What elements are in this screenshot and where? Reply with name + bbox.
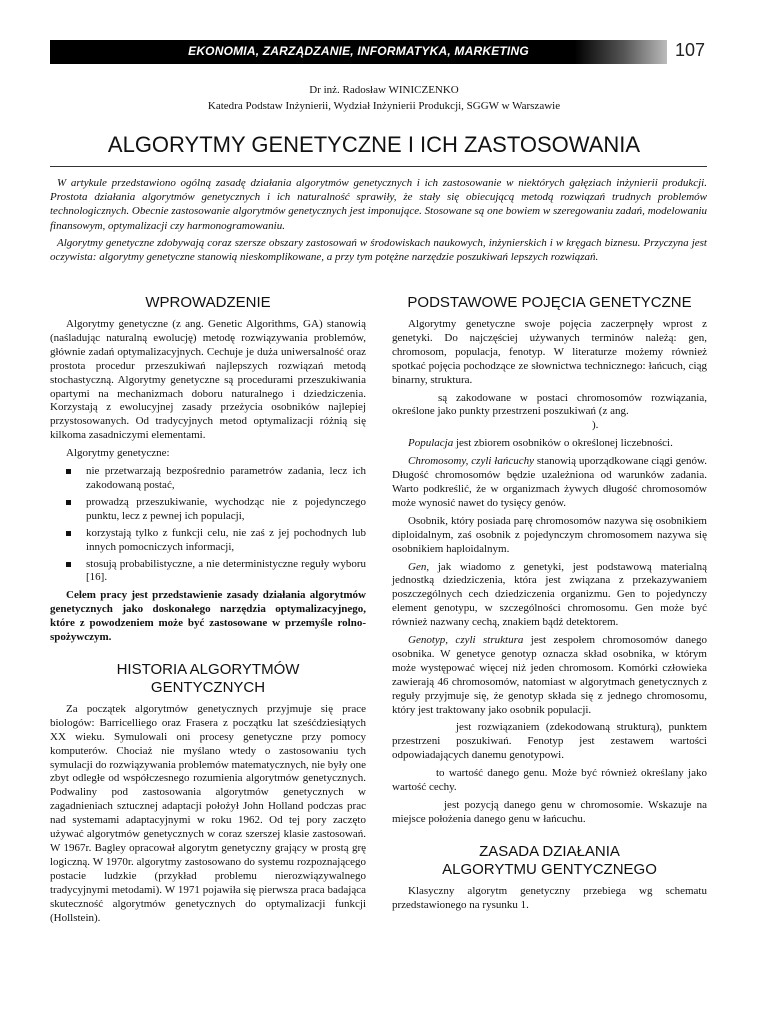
journal-title: EKONOMIA, ZARZĄDZANIE, INFORMATYKA, MARKETING — [188, 44, 529, 58]
paragraph: Algorytmy genetyczne swoje pojęcia zaczerpnęły wprost z genetyki. Do najczęściej używanych terminów należą: gen, chromosom, populacja, fenotyp. W literaturze możemy również spotkać pojęcia pochodzące ze słownictwa technicznego: łańcuch, ciąg binarny, struktura. — [392, 318, 707, 386]
term-chromosome: Chromosomy, czyli łańcuchy — [408, 455, 535, 468]
abstract-paragraph: W artykule przedstawiono ogólną zasadę działania algorytmów genetycznych i ich zastosowanie w niektórych gałęziach inżynierii produkcji. Prostota działania algorytmów genetycznych i ich naturalność sprawiły, że stały się obiecującą metodą rozwiązań trudnych problemów technologicznych. Obecnie zastosowanie algorytmów genetycznych jest imponujące. Stosowane są one bowiem w szeregowaniu zadań, modelowaniu finansowym, optymalizacji czy harmonogramowaniu. — [50, 177, 707, 232]
paragraph: Algorytmy genetyczne: — [66, 447, 170, 460]
paragraph-text: ). — [592, 419, 599, 432]
term-gene: Gen — [408, 560, 427, 573]
author-name: Dr inż. Radosław WINICZENKO — [309, 84, 459, 96]
paragraph-text: stanowią uporządkowane ciągi genów. Długość chromosomów będzie uzależniona od warunków zadania. Warto podkreślić, że w organizmach żywych długość chromosomów może wynosić nawet do tysięcy genów. — [392, 455, 707, 509]
paragraph-goal: Celem pracy jest przedstawienie zasady działania algorytmów genetycznych jako doskonałego narzędzia optymalizacyjnego, które z powodzeniem może być zastosowane w przemyśle rolno-spożywczym. — [50, 589, 366, 644]
term-population: Populacja — [408, 437, 454, 450]
abstract — [50, 176, 707, 267]
term-genotype: Genotyp, czyli struktura — [408, 634, 524, 647]
title-divider — [50, 166, 707, 167]
section-heading-algorithm-rule — [392, 843, 707, 879]
heading-line: GENTYCZNYCH — [150, 678, 266, 696]
paragraph-text: to wartość danego genu. Może być również określany jako wartość cechy. — [392, 767, 707, 794]
section-heading-basic-concepts: PODSTAWOWE POJĘCIA GENETYCZNE — [407, 294, 692, 311]
list-item: korzystają tylko z funkcji celu, nie zaś z jej pochodnych lub innych pomocniczych informacji, — [86, 526, 366, 553]
heading-line: ZASADA DZIAŁANIA — [479, 842, 620, 860]
paragraph — [392, 437, 707, 451]
paragraph — [392, 721, 707, 763]
paragraph-text: jest pozycją danego genu w chromosomie. Wskazuje na miejsce położenia danego genu w łańcuchu. — [392, 799, 707, 825]
paragraph — [392, 392, 707, 434]
paragraph-text: jest zespołem chromosomów danego osobnika. W genetyce genotyp oznacza skład osobnika, w którym może występować więcej niż jeden chromosom. Komórki człowieka zawierają 46 chromosomów, natomiast w algorytmach genetycznych z reguły przyjmuje się, że genotyp składa się z jednego chromosomu, który jest traktowany jako osobnik populacji. — [392, 634, 707, 716]
section-heading-introduction: WPROWADZENIE — [145, 294, 271, 311]
author-block — [0, 82, 768, 114]
paragraph — [392, 455, 707, 511]
heading-line: HISTORIA ALGORYTMÓW — [116, 660, 300, 678]
paragraph — [392, 561, 707, 631]
paragraph: Osobnik, który posiada parę chromosomów nazywa się osobnikiem diploidalnym, zaś osobnik z pojedynczym chromosomem nazywa się osobnikiem haploidalnym. — [392, 514, 707, 555]
article-title: ALGORYTMY GENETYCZNE I ICH ZASTOSOWANIA — [107, 132, 641, 157]
feature-list — [50, 465, 366, 585]
abstract-paragraph: Algorytmy genetyczne zdobywają coraz szersze obszary zastosowań w środowiskach naukowych, inżynierskich i w kręgach biznesu. Przyczyna jest oczywista: algorytmy genetyczne stanowią nieskomplikowane, a przy tym potężne narzędzie poszukiwań lepszych rozwiązań. — [50, 236, 707, 264]
paragraph — [392, 799, 707, 827]
paragraph-text: jest rozwiązaniem (zdekodowaną strukturą), punktem przestrzeni poszukiwań. Fenotyp jest zestawem wartości odpowiadających danemu genotypowi. — [392, 721, 707, 762]
paragraph: Algorytmy genetyczne (z ang. Genetic Algorithms, GA) stanowią (naśladując naturalną ewolucję) metodę rozwiązywania problemów, głównie zadań optymalizacyjnych. Cechuje je duża uniwersalność oraz prostota procedur przeszukiwań najlepszych rozwiązań metodą stochastyczną. Algorytmy genetyczne są procedurami przeszukiwania opartymi na mechanizmach doboru naturalnego i dziedziczenia. Korzystają z ewolucyjnej zasady przeżycia osobników najlepiej przystosowanych. Od tradycyjnych metod optymalizacji różnią się kilkoma zasadniczymi elementami. — [50, 318, 366, 442]
paragraph-text: są zakodowane w postaci chromosomów rozwiązania, określone jako punkty przestrzeni poszukiwań (z ang. — [392, 391, 707, 418]
list-item: nie przetwarzają bezpośrednio parametrów zadania, lecz ich zakodowaną postać, — [86, 465, 366, 491]
left-column — [50, 290, 366, 929]
paragraph: Za początek algorytmów genetycznych przyjmuje się prace biologów: Barricelliego oraz Frasera z początku lat sześćdziesiątych XX wieku. Symulowali oni procesy genetyczne przy pomocy komputerów. Chociaż nie myślano wtedy o zastosowaniu tych symulacji do rozwiązywania problemów matematycznych, nie były one zbyt odległe od współczesnego rozumienia algorytmów genetycznych. Podwaliny pod zastosowania algorytmów genetycznych w zagadnieniach sztucznej adaptacji położył John Holland podczas prac nad systemami adaptacyjnymi w roku 1962. Od tej pory zaczęto używać algorytmów genetycznych w coraz szerszej klasie zastosowań. W 1967r. Bagley opracował algorytm genetyczny grający w prostą grę logiczną. W 1970r. algorytmy zastosowano do systemu rozpoznającego postacie ludzkie (przykład problemu nierozwiązywalnego tradycyjnymi metodami). W 1971 pojawiła się pierwsza praca badająca skuteczność algorytmów genetycznych do optymalizacji funkcji (Hollstein). — [50, 702, 366, 924]
list-item: stosują probabilistyczne, a nie deterministyczne reguły wyboru [16]. — [86, 557, 366, 584]
author-affiliation: Katedra Podstaw Inżynierii, Wydział Inżynierii Produkcji, SGGW w Warszawie — [207, 100, 561, 112]
right-column — [392, 290, 707, 917]
list-item: prowadzą przeszukiwanie, wychodząc nie z pojedynczego punktu, lecz z pewnej ich populacji, — [86, 495, 366, 522]
journal-header-bar — [50, 40, 667, 64]
section-heading-history — [50, 661, 366, 697]
paragraph-text: jest zbiorem osobników o określonej liczebności. — [453, 437, 673, 450]
paragraph — [392, 767, 707, 795]
page-number: 107 — [675, 40, 706, 60]
paragraph-text: , jak wiadomo z genetyki, jest podstawową materialną jednostką dziedziczenia, która jest związana z przekazywaniem poszczególnych cech dziedziczenia organizmu. Gen to pojedynczy element genotypu, w szczególności chromosomu. Gen może być również nazwany cechą, znakiem bądź detektorem. — [392, 560, 707, 629]
heading-line: ALGORYTMU GENTYCZNEGO — [442, 860, 657, 878]
paragraph — [392, 634, 707, 717]
paragraph: Klasyczny algorytm genetyczny przebiega wg schematu przedstawionego na rysunku 1. — [392, 884, 707, 911]
